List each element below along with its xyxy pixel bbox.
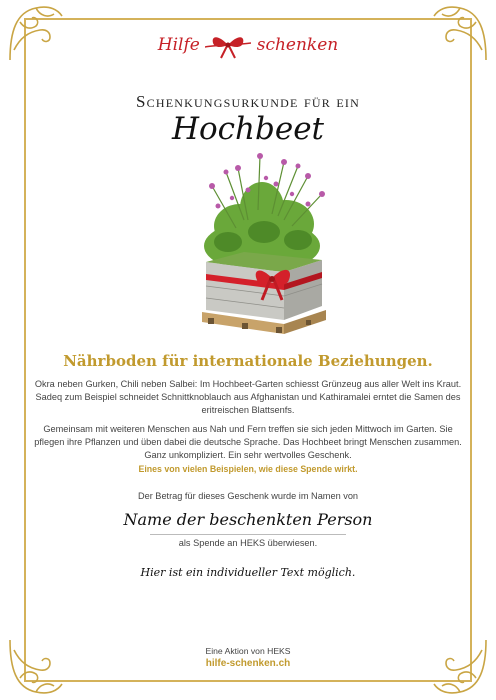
amount-statement: Der Betrag für dieses Geschenk wurde im Namen von: [137, 491, 359, 501]
footer-website-link[interactable]: hilfe-schenken.ch: [205, 658, 291, 669]
example-note: Eines von vielen Beispielen, wie diese Spende wirkt.: [138, 464, 358, 474]
ribbon-bow-icon: [205, 33, 251, 59]
footer-organization: Eine Aktion von HEKS: [205, 646, 291, 656]
description-paragraph-1: Okra neben Gurken, Chili neben Salbei: Im Hochbeet-Garten schiesst Grünzeug aus aller Welt ins Kraut. Sadeq zum Beispiel schneidet Schnittknoblauch aus Afghanistan und Kathiramalei erntet die Samen des eritreischen Blattsenfs.: [34, 379, 462, 415]
gift-title: Hochbeet: [171, 111, 325, 147]
certificate-heading: Schenkungsurkunde für ein: [136, 92, 360, 111]
logo-word-schenken: schenken: [256, 35, 339, 56]
brand-logo[interactable]: [0, 33, 496, 63]
planter-photo: [188, 150, 336, 340]
signature-line: [150, 534, 346, 535]
description-paragraph-2: Gemeinsam mit weiteren Menschen aus Nah und Fern treffen sie sich jeden Mittwoch im Garten. Sie pflegen ihre Pflanzen und üben dabei die deutsche Sprache. Das Hochbeet bringt Menschen zusammen. Ganz unkompliziert. Ein sehr wertvolles Geschenk.: [34, 424, 462, 460]
recipient-name: Name der beschenkten Person: [123, 510, 373, 529]
logo-word-hilfe: Hilfe: [157, 35, 200, 56]
donation-statement: als Spende an HEKS überwiesen.: [178, 538, 318, 548]
description-heading: Nährboden für internationale Beziehungen.: [63, 352, 433, 370]
custom-message: Hier ist ein individueller Text möglich.: [140, 566, 356, 579]
